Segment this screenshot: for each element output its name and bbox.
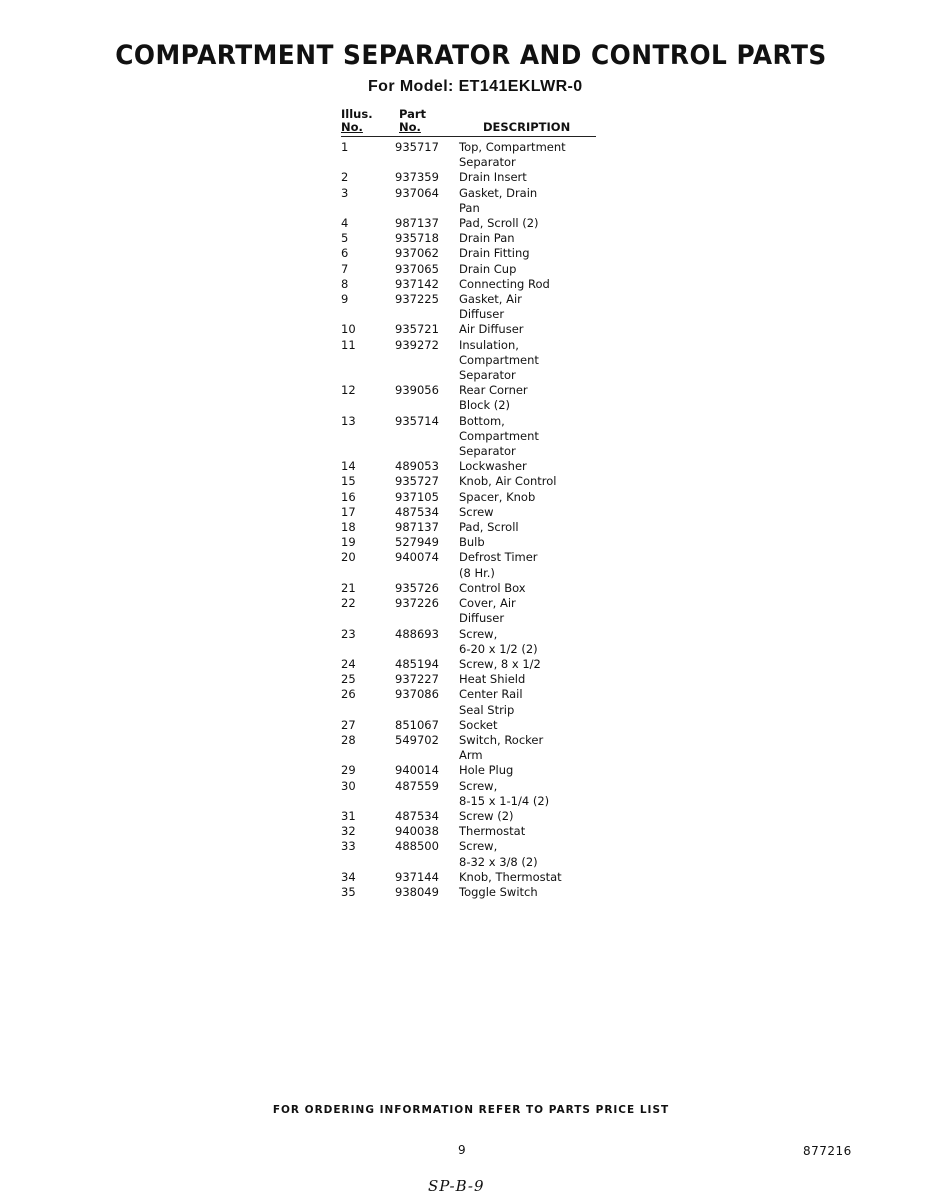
description-line: Heat Shield bbox=[459, 672, 526, 687]
part-number: 935718 bbox=[395, 231, 439, 246]
description-line: Screw, bbox=[459, 626, 498, 641]
illus-number: 19 bbox=[341, 535, 356, 550]
illus-number: 26 bbox=[341, 687, 356, 702]
description-line: Insulation, bbox=[459, 337, 519, 352]
illus-number: 1 bbox=[341, 140, 349, 154]
description-line: Pad, Scroll bbox=[459, 520, 519, 535]
description-line: Block (2) bbox=[459, 398, 511, 413]
part-number: 935714 bbox=[395, 413, 439, 428]
illus-number: 10 bbox=[341, 322, 356, 337]
part-description bbox=[459, 581, 596, 596]
table-row bbox=[341, 186, 596, 216]
part-number: 485194 bbox=[395, 656, 439, 671]
description-line: Screw, bbox=[459, 778, 498, 793]
description-line: Spacer, Knob bbox=[459, 489, 536, 504]
table-row bbox=[341, 170, 596, 185]
table-row bbox=[341, 262, 596, 277]
description-line: Screw (2) bbox=[459, 808, 514, 823]
table-row bbox=[341, 657, 596, 672]
part-description bbox=[459, 338, 596, 384]
part-number: 549702 bbox=[395, 732, 439, 747]
table-row bbox=[341, 870, 596, 885]
table-row bbox=[341, 596, 596, 626]
description-line: Defrost Timer bbox=[459, 550, 538, 565]
illus-number: 23 bbox=[341, 626, 356, 641]
part-description bbox=[459, 687, 596, 717]
description-line: Screw bbox=[459, 504, 494, 519]
part-number: 987137 bbox=[395, 520, 439, 535]
description-line: Seal Strip bbox=[459, 702, 515, 717]
table-row bbox=[341, 672, 596, 687]
table-row bbox=[341, 779, 596, 809]
table-row bbox=[341, 763, 596, 778]
illus-number: 3 bbox=[341, 185, 349, 200]
handwritten-note: SP-B-9 bbox=[428, 1177, 485, 1195]
table-row bbox=[341, 490, 596, 505]
part-number: 937359 bbox=[395, 170, 439, 185]
table-row bbox=[341, 140, 596, 170]
part-number: 851067 bbox=[395, 717, 439, 732]
illus-number: 4 bbox=[341, 216, 349, 231]
part-description bbox=[459, 657, 596, 672]
part-number: 527949 bbox=[395, 535, 439, 550]
illus-number: 28 bbox=[341, 732, 356, 747]
description-line: Screw, 8 x 1/2 bbox=[459, 656, 541, 671]
part-description bbox=[459, 505, 596, 520]
illus-number: 21 bbox=[341, 580, 356, 595]
table-row bbox=[341, 338, 596, 384]
part-description bbox=[459, 140, 596, 170]
description-line: 6-20 x 1/2 (2) bbox=[459, 641, 538, 656]
part-description bbox=[459, 474, 596, 489]
part-number: 935721 bbox=[395, 322, 439, 337]
description-line: Gasket, Air bbox=[459, 292, 522, 307]
description-line: Knob, Air Control bbox=[459, 474, 557, 489]
illus-number: 25 bbox=[341, 672, 356, 687]
table-row bbox=[341, 718, 596, 733]
illus-number: 31 bbox=[341, 808, 356, 823]
table-row bbox=[341, 292, 596, 322]
part-description bbox=[459, 322, 596, 337]
description-line: Knob, Thermostat bbox=[459, 869, 562, 884]
table-row bbox=[341, 687, 596, 717]
part-number: 939272 bbox=[395, 337, 439, 352]
illus-number: 27 bbox=[341, 717, 356, 732]
description-line: 8-15 x 1-1/4 (2) bbox=[459, 793, 550, 808]
table-row bbox=[341, 246, 596, 261]
illus-number: 34 bbox=[341, 869, 356, 884]
illus-number: 5 bbox=[341, 231, 349, 246]
part-description bbox=[459, 763, 596, 778]
description-line: Center Rail bbox=[459, 687, 523, 702]
description-line: Thermostat bbox=[459, 824, 526, 839]
part-number: 937227 bbox=[395, 672, 439, 687]
illus-number: 2 bbox=[341, 170, 349, 185]
part-number: 937142 bbox=[395, 276, 439, 291]
part-number: 488500 bbox=[395, 839, 439, 854]
table-row bbox=[341, 885, 596, 900]
table-row bbox=[341, 474, 596, 489]
part-description bbox=[459, 231, 596, 246]
part-description bbox=[459, 733, 596, 763]
illus-number: 16 bbox=[341, 489, 356, 504]
illus-number: 22 bbox=[341, 596, 356, 611]
part-number: 487534 bbox=[395, 808, 439, 823]
part-description bbox=[459, 246, 596, 261]
part-description bbox=[459, 839, 596, 869]
table-row bbox=[341, 809, 596, 824]
part-number: 487559 bbox=[395, 778, 439, 793]
description-line: Top, Compartment bbox=[459, 140, 566, 154]
table-row bbox=[341, 505, 596, 520]
part-description bbox=[459, 870, 596, 885]
illus-number: 18 bbox=[341, 520, 356, 535]
illus-number: 29 bbox=[341, 763, 356, 778]
illus-number: 17 bbox=[341, 504, 356, 519]
illus-number: 35 bbox=[341, 884, 356, 899]
part-description bbox=[459, 809, 596, 824]
part-description bbox=[459, 186, 596, 216]
part-number: 489053 bbox=[395, 459, 439, 474]
page-title: COMPARTMENT SEPARATOR AND CONTROL PARTS bbox=[115, 40, 827, 71]
part-description bbox=[459, 779, 596, 809]
part-description bbox=[459, 216, 596, 231]
header-part-no: Part No. bbox=[399, 107, 427, 134]
description-line: (8 Hr.) bbox=[459, 565, 495, 580]
description-line: Compartment bbox=[459, 352, 539, 367]
ordering-footer: FOR ORDERING INFORMATION REFER TO PARTS PRICE LIST bbox=[272, 1104, 670, 1116]
illus-number: 32 bbox=[341, 824, 356, 839]
part-number: 935727 bbox=[395, 474, 439, 489]
part-number: 488693 bbox=[395, 626, 439, 641]
description-line: Arm bbox=[459, 748, 483, 763]
part-number: 940074 bbox=[395, 550, 439, 565]
part-description bbox=[459, 824, 596, 839]
part-number: 937226 bbox=[395, 596, 439, 611]
part-description bbox=[459, 535, 596, 550]
header-description: DESCRIPTION bbox=[483, 120, 571, 134]
part-number: 938049 bbox=[395, 884, 439, 899]
description-line: Separator bbox=[459, 368, 516, 383]
illus-number: 14 bbox=[341, 459, 356, 474]
table-row bbox=[341, 414, 596, 460]
table-row bbox=[341, 459, 596, 474]
header-illus-no: Illus. No. bbox=[341, 107, 373, 134]
description-line: 8-32 x 3/8 (2) bbox=[459, 854, 538, 869]
description-line: Air Diffuser bbox=[459, 322, 524, 337]
part-description bbox=[459, 170, 596, 185]
table-row bbox=[341, 535, 596, 550]
illus-number: 33 bbox=[341, 839, 356, 854]
table-row bbox=[341, 627, 596, 657]
illus-number: 8 bbox=[341, 276, 349, 291]
table-row bbox=[341, 839, 596, 869]
part-description bbox=[459, 885, 596, 900]
description-line: Cover, Air bbox=[459, 596, 516, 611]
description-line: Switch, Rocker bbox=[459, 732, 544, 747]
part-number: 937062 bbox=[395, 246, 439, 261]
part-number: 937105 bbox=[395, 489, 439, 504]
description-line: Diffuser bbox=[459, 307, 505, 322]
part-number: 987137 bbox=[395, 216, 439, 231]
description-line: Drain Insert bbox=[459, 170, 527, 185]
part-number: 939056 bbox=[395, 383, 439, 398]
description-line: Hole Plug bbox=[459, 763, 514, 778]
part-description bbox=[459, 383, 596, 413]
table-row bbox=[341, 322, 596, 337]
part-description bbox=[459, 277, 596, 292]
illus-number: 7 bbox=[341, 261, 349, 276]
part-description bbox=[459, 459, 596, 474]
part-number: 937065 bbox=[395, 261, 439, 276]
description-line: Lockwasher bbox=[459, 459, 527, 474]
model-subtitle: For Model: ET141EKLWR-0 bbox=[368, 78, 583, 95]
part-number: 937064 bbox=[395, 185, 439, 200]
description-line: Connecting Rod bbox=[459, 276, 550, 291]
part-number: 937144 bbox=[395, 869, 439, 884]
illus-number: 24 bbox=[341, 656, 356, 671]
table-row bbox=[341, 277, 596, 292]
part-description bbox=[459, 414, 596, 460]
description-line: Separator bbox=[459, 444, 516, 459]
part-description bbox=[459, 490, 596, 505]
page-number: 9 bbox=[458, 1143, 466, 1157]
table-row bbox=[341, 520, 596, 535]
table-row bbox=[341, 216, 596, 231]
illus-number: 12 bbox=[341, 383, 356, 398]
part-description bbox=[459, 596, 596, 626]
document-number: 877216 bbox=[803, 1144, 852, 1158]
part-description bbox=[459, 627, 596, 657]
parts-table bbox=[341, 103, 596, 900]
illus-number: 6 bbox=[341, 246, 349, 261]
description-line: Pad, Scroll (2) bbox=[459, 216, 539, 231]
part-number: 935717 bbox=[395, 140, 439, 154]
description-line: Bottom, bbox=[459, 413, 505, 428]
part-description bbox=[459, 520, 596, 535]
illus-number: 11 bbox=[341, 337, 356, 352]
description-line: Drain Pan bbox=[459, 231, 515, 246]
parts-table-header bbox=[341, 103, 596, 137]
table-row bbox=[341, 733, 596, 763]
parts-table-body bbox=[341, 137, 596, 900]
description-line: Toggle Switch bbox=[459, 884, 538, 899]
illus-number: 20 bbox=[341, 550, 356, 565]
table-row bbox=[341, 383, 596, 413]
part-number: 937225 bbox=[395, 292, 439, 307]
description-line: Socket bbox=[459, 717, 498, 732]
description-line: Pan bbox=[459, 200, 480, 215]
table-row bbox=[341, 550, 596, 580]
part-description bbox=[459, 292, 596, 322]
illus-number: 9 bbox=[341, 292, 349, 307]
part-description bbox=[459, 672, 596, 687]
description-line: Drain Fitting bbox=[459, 246, 530, 261]
description-line: Compartment bbox=[459, 428, 539, 443]
table-row bbox=[341, 824, 596, 839]
table-row bbox=[341, 231, 596, 246]
description-line: Separator bbox=[459, 155, 516, 170]
description-line: Drain Cup bbox=[459, 261, 517, 276]
part-description bbox=[459, 262, 596, 277]
description-line: Gasket, Drain bbox=[459, 185, 538, 200]
illus-number: 15 bbox=[341, 474, 356, 489]
table-row bbox=[341, 581, 596, 596]
part-description bbox=[459, 718, 596, 733]
description-line: Control Box bbox=[459, 580, 526, 595]
illus-number: 30 bbox=[341, 778, 356, 793]
description-line: Diffuser bbox=[459, 611, 505, 626]
description-line: Screw, bbox=[459, 839, 498, 854]
description-line: Rear Corner bbox=[459, 383, 528, 398]
part-number: 940038 bbox=[395, 824, 439, 839]
part-number: 940014 bbox=[395, 763, 439, 778]
part-number: 937086 bbox=[395, 687, 439, 702]
part-description bbox=[459, 550, 596, 580]
illus-number: 13 bbox=[341, 413, 356, 428]
description-line: Bulb bbox=[459, 535, 485, 550]
part-number: 935726 bbox=[395, 580, 439, 595]
part-number: 487534 bbox=[395, 504, 439, 519]
